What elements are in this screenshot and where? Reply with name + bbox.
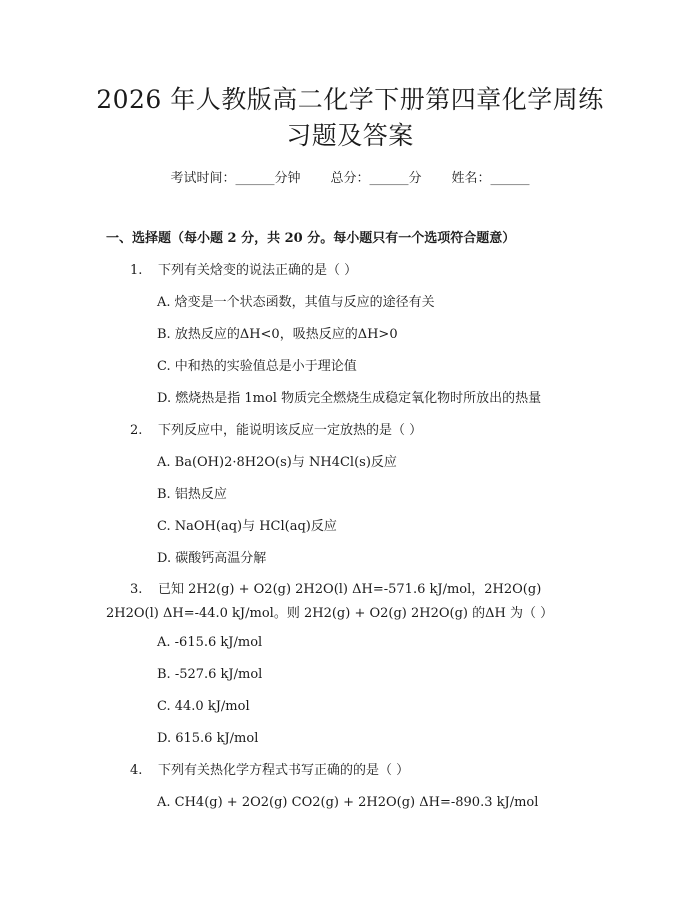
option-2c: C. NaOH(aq)与 HCl(aq)反应 <box>157 519 337 534</box>
option-3d: D. 615.6 kJ/mol <box>157 731 259 746</box>
option-2a: A. Ba(OH)2·8H2O(s)与 NH4Cl(s)反应 <box>157 455 397 470</box>
exam-meta <box>0 167 700 186</box>
question-stem: 下列反应中，能说明该反应一定放热的是（ ） <box>158 423 423 438</box>
question-3 <box>106 578 596 626</box>
question-stem: 下列有关焓变的说法正确的是（ ） <box>158 263 358 278</box>
option-1a: A. 焓变是一个状态函数，其值与反应的途径有关 <box>157 295 435 310</box>
option-3a: A. -615.6 kJ/mol <box>157 635 263 650</box>
exam-time-field: 考试时间：______分钟 <box>170 171 301 186</box>
option-1b: B. 放热反应的ΔH<0，吸热反应的ΔH>0 <box>157 327 398 342</box>
name-field: 姓名：______ <box>451 171 530 186</box>
option-1d: D. 燃烧热是指 1mol 物质完全燃烧生成稳定氧化物时所放出的热量 <box>157 391 542 406</box>
document-title <box>60 82 640 154</box>
section-header: 一、选择题（每小题 2 分，共 20 分。每小题只有一个选项符合题意） <box>106 231 516 246</box>
option-2b: B. 铝热反应 <box>157 487 227 502</box>
option-2d: D. 碳酸钙高温分解 <box>157 551 267 566</box>
title-line-1: 2026 年人教版高二化学下册第四章化学周练 <box>96 85 604 114</box>
question-number: 4. <box>130 763 143 778</box>
question-stem: 下列有关热化学方程式书写正确的的是（ ） <box>158 763 410 778</box>
total-score-field: 总分：______分 <box>330 171 422 186</box>
question-stem: 已知 2H2(g) + O2(g) 2H2O(l) ΔH=-571.6 kJ/mol，2H2O(g) 2H2O(l) ΔH=-44.0 kJ/mol。则 2H2(g) + O2(g) 2H2O(g) 的ΔH 为（ ） <box>106 582 554 621</box>
question-1 <box>130 261 357 281</box>
option-1c: C. 中和热的实验值总是小于理论值 <box>157 359 357 374</box>
option-3b: B. -527.6 kJ/mol <box>157 667 263 682</box>
title-line-2: 习题及答案 <box>286 121 414 150</box>
option-3c: C. 44.0 kJ/mol <box>157 699 250 714</box>
question-4 <box>130 761 409 781</box>
question-number: 3. <box>130 582 143 597</box>
question-number: 2. <box>130 423 143 438</box>
option-4a: A. CH4(g) + 2O2(g) CO2(g) + 2H2O(g) ΔH=-890.3 kJ/mol <box>157 795 539 810</box>
question-2 <box>130 421 422 441</box>
question-number: 1. <box>130 263 143 278</box>
